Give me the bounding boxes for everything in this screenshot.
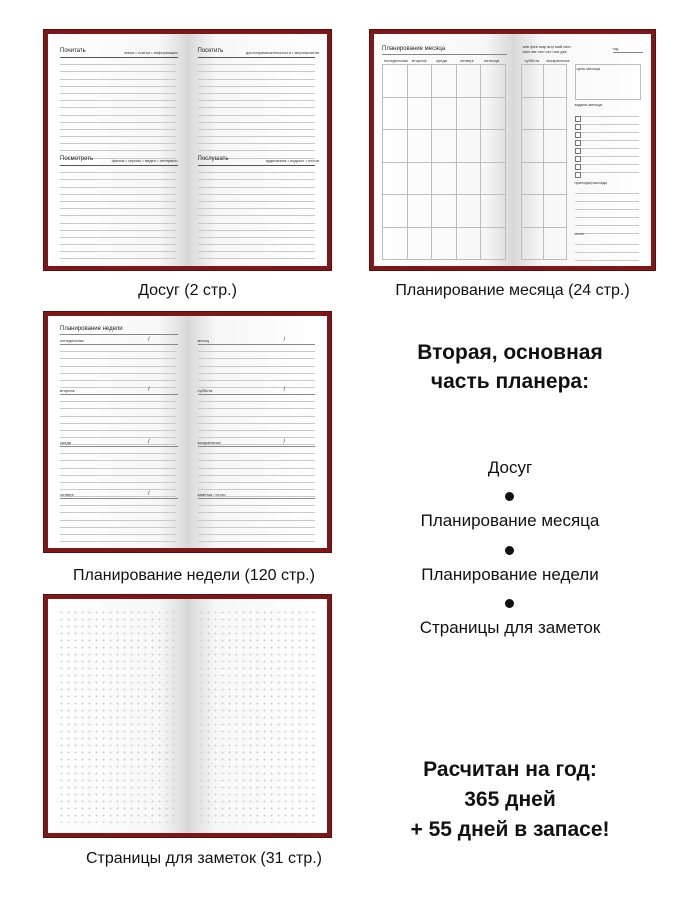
month-calendar-grid-right — [521, 64, 567, 260]
read-title: Почитать — [60, 48, 86, 54]
visit-subtitle: достопримечательности • мероприятия — [245, 50, 319, 55]
bullet-icon — [505, 546, 514, 555]
summary-item-notes: Страницы для заметок — [419, 618, 601, 637]
leisure-left-page — [48, 34, 188, 266]
total-label: итого — [574, 231, 585, 236]
month-right-page: янв фев мар апр май июн июл авг сен окт ноя дек год суббота воскресенье цель месяца задачи месяца приходы/расходы итого — [513, 34, 652, 266]
summary-item-week: Планирование недели — [421, 565, 599, 584]
month-spread — [370, 30, 655, 270]
week-friday: месяц — [197, 338, 209, 343]
day-wed: среда — [436, 58, 447, 63]
week-left-page: Планирование недели понедельник / вторник / среда / четверг / — [48, 316, 188, 548]
summary-item-month: Планирование месяца — [420, 511, 600, 530]
bullet-icon — [505, 492, 514, 501]
day-sun: воскресенье — [546, 58, 570, 63]
week-tuesday: вторник — [60, 388, 75, 393]
month-caption: Планирование месяца (24 стр.) — [395, 282, 630, 299]
listen-subtitle: аудиокнига • подкаст • песни — [265, 158, 319, 163]
finance-lines — [575, 186, 639, 234]
watch-title: Посмотреть — [60, 156, 94, 162]
dot-grid — [58, 609, 178, 823]
week-sunday: воскресенье — [197, 440, 221, 445]
week-wednesday: среда — [60, 440, 71, 445]
tasks-checklist — [575, 109, 639, 173]
day-sat: суббота — [524, 58, 540, 63]
day-thu: четверг — [460, 58, 474, 63]
week-right-page: месяц / суббота / воскресенье / заметки / итоги — [188, 316, 328, 548]
visit-title: Посетить — [197, 48, 224, 54]
summary-heading: Вторая, основная часть планера: — [417, 341, 603, 393]
notes-right-page — [188, 599, 328, 833]
leisure-caption: Досуг (2 стр.) — [138, 282, 237, 299]
month-title: Планирование месяца — [382, 46, 446, 52]
summary-item-leisure: Досуг — [487, 458, 533, 477]
day-tue: вторник — [412, 58, 427, 63]
week-caption: Планирование недели (120 стр.) — [73, 567, 315, 584]
notes-caption: Страницы для заметок (31 стр.) — [85, 850, 322, 867]
year-label: год — [612, 46, 619, 51]
day-mon: понедельник — [384, 58, 408, 63]
year-summary: Расчитан на год: 365 дней + 55 дней в запасе! — [410, 758, 610, 841]
tasks-label: задачи месяца — [574, 102, 603, 107]
week-spread — [44, 312, 331, 552]
day-fri: пятница — [484, 58, 500, 63]
notes-left-page — [48, 599, 188, 833]
read-subtitle: книги • статьи • информация — [124, 50, 178, 55]
week-monday: понедельник — [60, 338, 84, 343]
dot-grid — [198, 609, 318, 823]
month-calendar-grid-left — [382, 64, 506, 260]
leisure-right-page — [188, 34, 328, 266]
month-left-page — [374, 34, 513, 266]
leisure-spread — [44, 30, 331, 270]
finance-label: приходы/расходы — [574, 180, 608, 185]
goal-label: цель месяца — [576, 66, 601, 71]
week-thursday: четверг — [60, 492, 74, 497]
week-title: Планирование недели — [60, 326, 123, 332]
week-notes: заметки / итоги — [197, 492, 226, 497]
bullet-icon — [505, 599, 514, 608]
notes-spread — [44, 595, 331, 837]
listen-title: Послушать — [197, 156, 229, 162]
week-saturday: суббота — [197, 388, 213, 393]
watch-subtitle: фильм • сериал • видео • интервью — [111, 158, 178, 163]
